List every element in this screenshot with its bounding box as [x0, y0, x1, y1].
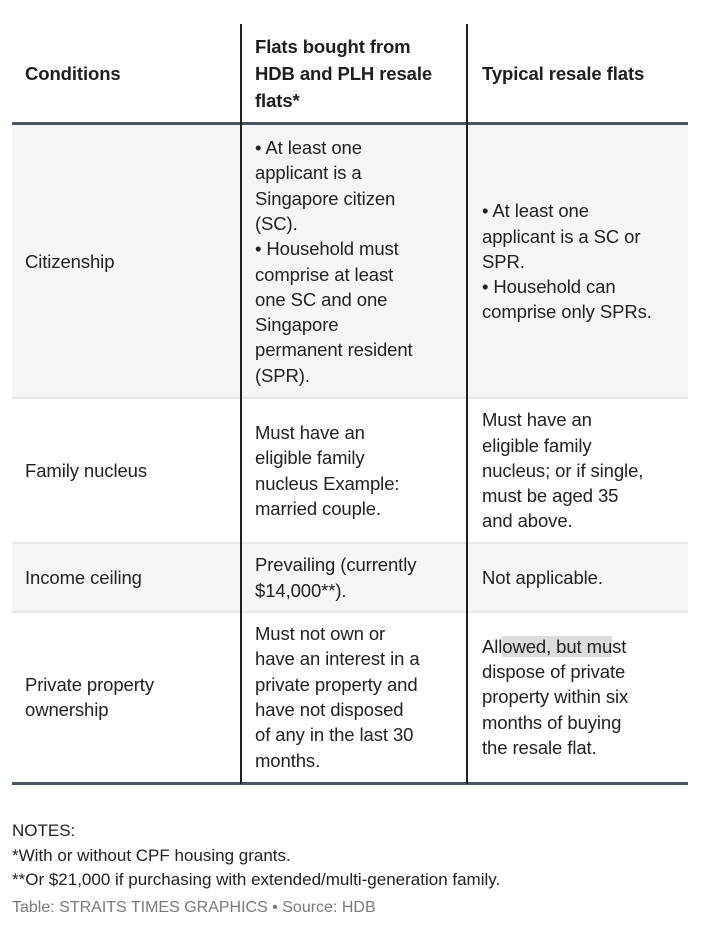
cell-line: married couple.: [255, 497, 382, 519]
cell-line: months.: [255, 749, 321, 771]
cell-line: the resale flat.: [482, 736, 597, 758]
note-item: *With or without CPF housing grants.: [12, 845, 291, 865]
header-line: HDB and PLH resale: [255, 63, 433, 84]
cell-hdb-private-property: [255, 612, 460, 782]
cell-line: $14,000**).: [255, 579, 347, 601]
cell-condition-income-ceiling: [25, 543, 230, 612]
cell-line: and above.: [482, 510, 573, 532]
cell-line: eligible family: [482, 434, 592, 456]
cell-condition-family-nucleus: [25, 398, 230, 543]
cell-line: of any in the last 30: [255, 724, 414, 746]
cell-line: have an interest in a: [255, 648, 420, 670]
cell-line: months of buying: [482, 711, 622, 733]
column-divider: [466, 24, 468, 784]
cell-line: must be aged 35: [482, 485, 619, 507]
cell-line: Family nucleus: [25, 459, 147, 481]
cell-line: • At least one: [482, 200, 589, 222]
text-selection-highlight: owed, but mu: [502, 635, 613, 657]
notes-title: NOTES:: [12, 821, 76, 840]
cell-line: nucleus; or if single,: [482, 459, 644, 481]
cell-line: • Household can: [482, 276, 616, 298]
cell-line: Not applicable.: [482, 566, 603, 588]
table-bottom-rule: [12, 782, 688, 785]
cell-line: (SPR).: [255, 364, 310, 386]
cell-line: applicant is a: [255, 162, 362, 184]
note-item: **Or $21,000 if purchasing with extended/multi-generation family.: [12, 870, 501, 889]
notes: [12, 819, 500, 893]
cell-line: Citizenship: [25, 250, 115, 272]
cell-line: Must have an: [255, 421, 365, 443]
cell-line: Must have an: [482, 409, 592, 431]
cell-line: Income ceiling: [25, 566, 142, 588]
cell-typical-family-nucleus: [482, 398, 682, 543]
cell-line: comprise at least: [255, 263, 394, 285]
cell-line: permanent resident: [255, 339, 413, 361]
header-typical-resale: Typical resale flats: [482, 63, 645, 84]
cell-line: • At least one: [255, 137, 362, 159]
cell-line: [482, 634, 682, 659]
cell-hdb-family-nucleus: [255, 408, 460, 533]
text-fragment: All: [482, 635, 503, 657]
cell-line: applicant is a SC or: [482, 225, 641, 247]
header-line: Flats bought from: [255, 36, 411, 57]
cell-hdb-citizenship: [255, 125, 460, 398]
cell-condition-citizenship: [25, 125, 230, 398]
cell-typical-private-property: [482, 612, 682, 782]
cell-line: • Household must: [255, 238, 399, 260]
cell-line: Private property: [25, 673, 154, 695]
cell-line: have not disposed: [255, 699, 404, 720]
cell-line: Singapore citizen: [255, 187, 396, 209]
cell-condition-private-property: [25, 612, 230, 782]
source-credit: Table: STRAITS TIMES GRAPHICS • Source: HDB: [12, 899, 376, 916]
cell-line: SPR.: [482, 250, 525, 272]
cell-line: (SC).: [255, 212, 298, 234]
cell-hdb-income-ceiling: [255, 543, 460, 612]
cell-line: comprise only SPRs.: [482, 301, 652, 323]
header-conditions: Conditions: [25, 63, 121, 84]
cell-line: dispose of private: [482, 661, 626, 683]
cell-line: nucleus Example:: [255, 472, 400, 494]
cell-line: Singapore: [255, 314, 339, 336]
text-fragment: st: [612, 635, 627, 657]
cell-line: private property and: [255, 673, 418, 695]
cell-line: one SC and one: [255, 288, 388, 310]
header-line: flats*: [255, 90, 300, 111]
header-hdb-plh-flats: [255, 33, 432, 114]
cell-line: Prevailing (currently: [255, 554, 417, 576]
cell-typical-income-ceiling: [482, 543, 682, 612]
cell-line: eligible family: [255, 447, 365, 469]
cell-line: ownership: [25, 699, 109, 720]
cell-typical-citizenship: [482, 125, 682, 398]
cell-line: Must not own or: [255, 623, 386, 645]
cell-line: property within six: [482, 686, 629, 708]
column-divider: [240, 24, 242, 784]
